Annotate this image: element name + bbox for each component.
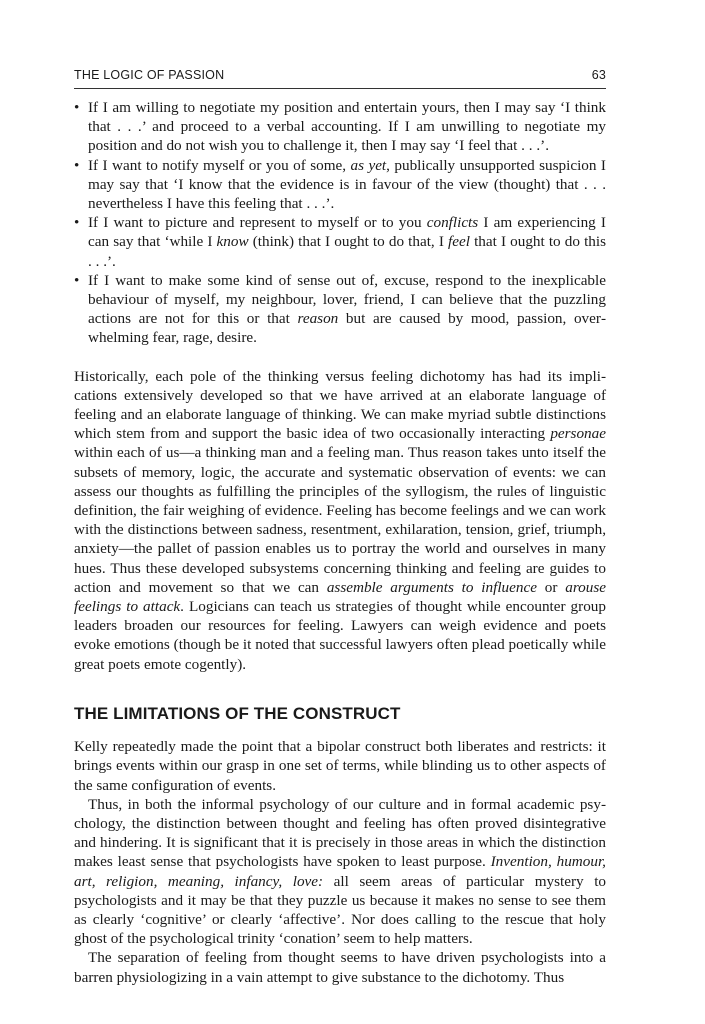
emphasis: assemble arguments to influence xyxy=(326,578,537,596)
bullet-item xyxy=(74,156,606,214)
paragraph-text: . Logicians can teach us strategies of thought while encounter group leaders broaden our resources for feeling. Lawyers can weigh evidence and poets evoke emotions (though be it noted that successful lawyers often plead poetically while great poets emote cogently). xyxy=(74,598,606,673)
bullet-text: If I want to make some kind of sense out of, excuse, respond to the inexplicable behaviour of myself, my neighbour, lover, friend, I can believe that the puzzling actions are not for this or that xyxy=(88,271,606,328)
bullet-item xyxy=(74,98,606,156)
bullet-text: I am experiencing I can say that ‘while I xyxy=(88,214,606,251)
emphasis: feel xyxy=(448,233,470,251)
emphasis: conflicts xyxy=(426,214,479,232)
bullet-item xyxy=(74,271,606,348)
bullet-text: , publically unsupported suspicion I may say that ‘I know that the evidence is in favour of the view (thought) that . . . nevertheless I have this feeling that . . .’. xyxy=(88,156,606,213)
emphasis: know xyxy=(216,233,249,251)
page-number: 63 xyxy=(591,68,606,82)
paragraph-text: within each of us—a thinking man and a feeling man. Thus reason takes unto itself the subsets of memory, logic, the accurate and systematic observation of events: we can assess our thoughts as fulfilling the principles of the syllogism, the rules of linguistic definition, the fair weighing of evidence. Feeling has become feelings and we can work with the distinctions between sadness, resentment, exhilaration, tension, grief, triumph, anxiety—the pallet of passion enables us to portray the world and ourselves in many hues. Thus these developed subsystems concerning thinking and feeling are guides to action and movement so that we can xyxy=(74,444,606,596)
bullet-text: that I ought to do this . . .’. xyxy=(88,233,607,270)
emphasis: as yet xyxy=(350,156,387,174)
paragraph-text: all seem areas of particular mystery to psychologists and it may be that they puzzle us because it makes no sense to see them as clearly ‘cognitive’ or clearly ‘affective’. Nor does calling to the rescue that holy ghost of the psychological trinity ‘conation’ seem to help matters. xyxy=(74,872,607,948)
bullet-text: If I want to picture and represent to myself or to you xyxy=(88,214,427,232)
bullet-dot-icon: • xyxy=(74,99,80,116)
emphasis: Invention, humour, art, religion, meaning, infancy, love: xyxy=(74,853,606,890)
emphasis: personae xyxy=(550,425,606,443)
section-heading: THE LIMITATIONS OF THE CONSTRUCT xyxy=(74,703,401,723)
header-rule xyxy=(74,88,606,89)
bullet-text: but are caused by mood, passion, overwhelming fear, rage, desire. xyxy=(88,310,606,347)
emphasis: reason xyxy=(297,310,339,328)
paragraph-kelly: Kelly repeatedly made the point that a bipolar construct both liberates and restricts: it brings events within our grasp in one set of terms, while blinding us to other aspects of the same configuration of events. xyxy=(74,738,606,794)
emphasis: arouse feelings to attack xyxy=(74,578,606,616)
paragraph-text: Historically, each pole of the thinking versus feeling dichotomy has had its implications extensively developed so that we have arrived at an elaborate language of feeling and an elaborate language of thinking. We can make myriad subtle distinctions which stem from and support the basic idea of two occasionally interacting xyxy=(74,367,606,443)
bullet-text: If I am willing to negotiate my position and entertain yours, then I may say ‘I think that . . .’ and proceed to a verbal accounting. If I am unwilling to negotiate my position and do not wish you to challenge it, then I may say ‘I feel that . . .’. xyxy=(88,99,606,155)
paragraph-separation: The separation of feeling from thought seems to have driven psychologists into a barren physiologizing in a vain attempt to give substance to the dichotomy. Thus xyxy=(74,949,606,986)
paragraph-informal xyxy=(74,795,606,949)
bullet-item xyxy=(74,213,606,271)
page-body xyxy=(74,98,606,987)
paragraph-text: or xyxy=(536,578,566,596)
bullet-list xyxy=(74,98,606,348)
bullet-dot-icon: • xyxy=(74,214,80,232)
bullet-text: If I want to notify myself or you of some, xyxy=(88,156,351,174)
bullet-dot-icon: • xyxy=(74,271,80,289)
paragraph-history xyxy=(74,367,606,674)
bullet-dot-icon: • xyxy=(74,156,80,174)
bullet-text: (think) that I ought to do that, I xyxy=(248,233,449,251)
running-title: THE LOGIC OF PASSION xyxy=(74,68,225,82)
running-head xyxy=(74,68,606,88)
paragraph-text: Thus, in both the informal psychology of our culture and in formal academic psychology, the distinction between thought and feeling has often proved disintegrative and hindering. It is significant that it is precisely in those areas in which the distinction makes least sense that psychologists have spoken to least purpose. xyxy=(74,795,606,871)
